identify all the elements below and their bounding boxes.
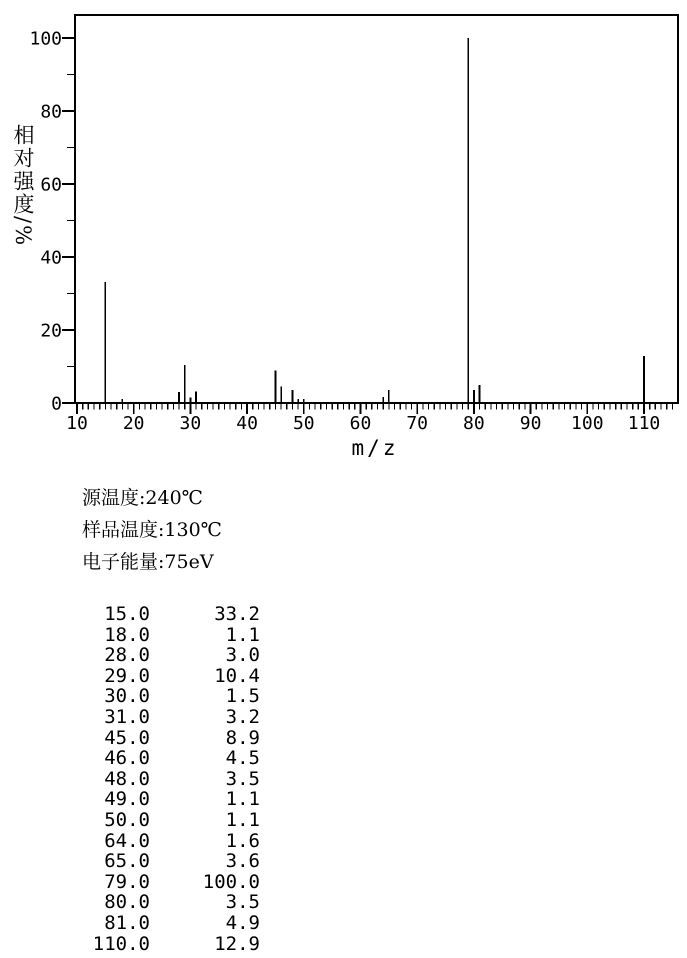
svg-text:40: 40 [236, 413, 258, 434]
table-row [60, 913, 260, 934]
table-row [60, 851, 260, 872]
table-row [60, 810, 260, 831]
table-row [60, 748, 260, 769]
intensity-value: 1.6 [225, 829, 260, 852]
svg-text:110: 110 [627, 413, 661, 434]
svg-text:30: 30 [179, 413, 202, 434]
svg-text:80: 80 [463, 413, 485, 434]
mz-value: 79.0 [104, 870, 150, 893]
intensity-value: 3.0 [225, 644, 260, 667]
intensity-value: 1.1 [225, 788, 260, 811]
table-row [60, 728, 260, 749]
mz-value: 49.0 [104, 788, 150, 811]
intensity-value: 1.1 [225, 623, 260, 646]
table-row [60, 604, 260, 625]
svg-text:m/z: m/z [351, 436, 399, 460]
svg-text:40: 40 [40, 247, 62, 269]
intensity-value: 3.6 [225, 850, 260, 873]
intensity-value: 100.0 [202, 870, 260, 893]
svg-text:20: 20 [40, 320, 62, 342]
svg-text:0: 0 [51, 393, 62, 415]
sample-temperature: 样品温度:130℃ [82, 519, 222, 541]
mz-value: 80.0 [104, 891, 150, 914]
mz-value: 65.0 [104, 850, 150, 873]
mz-value: 28.0 [104, 644, 150, 667]
peak-table [60, 604, 260, 954]
intensity-value: 3.5 [225, 767, 260, 790]
mz-value: 110.0 [92, 932, 150, 955]
mz-value: 18.0 [104, 623, 150, 646]
intensity-value: 1.5 [225, 685, 260, 708]
table-row [60, 625, 260, 646]
intensity-value: 4.9 [225, 911, 260, 934]
mz-value: 30.0 [104, 685, 150, 708]
table-row [60, 789, 260, 810]
mz-value: 29.0 [104, 664, 150, 687]
intensity-value: 33.2 [214, 603, 260, 625]
svg-text:50: 50 [292, 413, 315, 434]
source-temperature: 源温度:240℃ [82, 487, 203, 509]
intensity-value: 8.9 [225, 726, 260, 749]
intensity-value: 10.4 [214, 664, 260, 687]
mz-value: 50.0 [104, 808, 150, 831]
mz-value: 48.0 [104, 767, 150, 790]
mz-value: 81.0 [104, 911, 150, 934]
svg-text:10: 10 [66, 413, 88, 434]
intensity-value: 3.2 [225, 705, 260, 728]
table-row [60, 831, 260, 852]
mz-value: 45.0 [104, 726, 150, 749]
svg-text:90: 90 [519, 413, 542, 434]
table-row [60, 666, 260, 687]
svg-text:100: 100 [571, 413, 604, 434]
electron-energy: 电子能量:75eV [82, 551, 214, 573]
spectrum-plot [0, 0, 687, 470]
table-row [60, 707, 260, 728]
intensity-value: 12.9 [214, 932, 260, 955]
svg-text:80: 80 [40, 101, 62, 123]
intensity-value: 1.1 [225, 808, 260, 831]
svg-text:60: 60 [349, 413, 372, 434]
table-row [60, 769, 260, 790]
instrument-parameters [82, 487, 222, 583]
table-row [60, 645, 260, 666]
svg-text:100: 100 [29, 28, 62, 50]
table-row [60, 934, 260, 955]
mz-value: 31.0 [104, 705, 150, 728]
mz-value: 46.0 [104, 747, 150, 770]
table-row [60, 686, 260, 707]
intensity-value: 3.5 [225, 891, 260, 914]
y-axis-label: 相对强度/% [11, 124, 35, 248]
mz-value: 64.0 [104, 829, 150, 852]
mz-value: 15.0 [104, 603, 150, 625]
mass-spectrum-chart [0, 0, 687, 470]
table-row [60, 892, 260, 913]
intensity-value: 4.5 [225, 747, 260, 770]
svg-text:60: 60 [40, 174, 62, 196]
svg-text:70: 70 [406, 413, 429, 434]
svg-text:20: 20 [122, 413, 145, 434]
table-row [60, 872, 260, 893]
